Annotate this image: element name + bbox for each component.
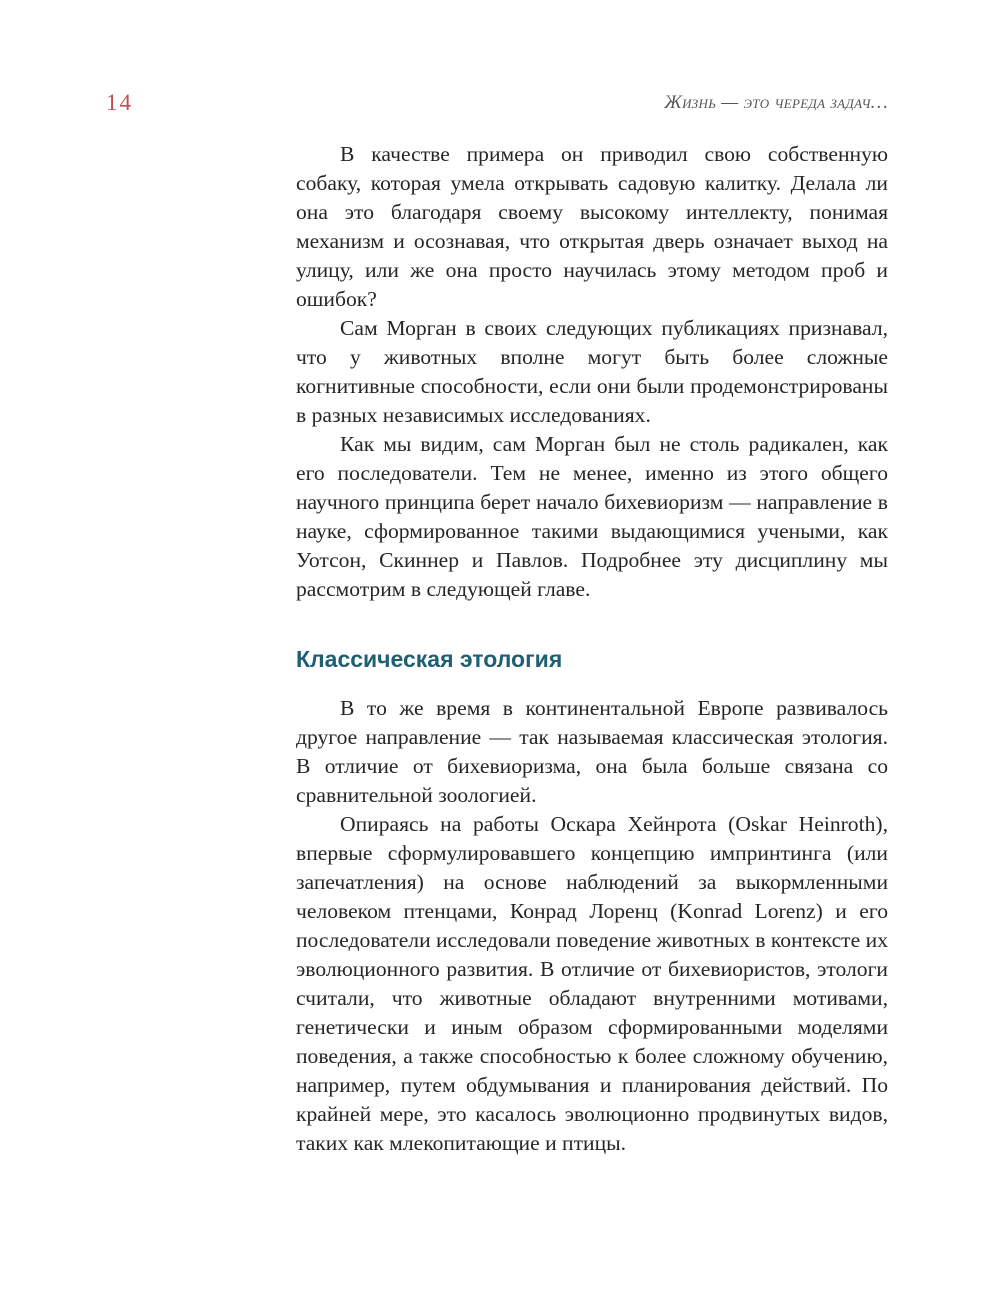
section-heading: Классическая этология <box>296 646 563 672</box>
paragraph: Сам Морган в своих следующих публикациях признавал, что у животных вполне могут быть более сложные когнитивные способности, если они были продемонстрированы в разных независимых исследованиях. <box>296 316 888 427</box>
running-head-title: изнь — это череда задач… <box>682 92 888 113</box>
running-head-initial: Ж <box>664 92 683 113</box>
page-number: 14 <box>106 90 133 115</box>
paragraph: В качестве примера он приводил свою собственную собаку, которая умела открывать садовую калитку. Делала ли она это благодаря своему высокому интеллекту, понимая механизм и осознавая, что открытая дверь означает выход на улицу, или же она просто научилась этому методом проб и ошибок? <box>296 142 888 311</box>
paragraph: В то же время в континентальной Европе развивалось другое направление — так называемая классическая этология. В отличие от бихевиоризма, она была больше связана со сравнительной зоологией. <box>296 696 888 807</box>
body-text <box>296 140 888 1158</box>
paragraph: Как мы видим, сам Морган был не столь радикален, как его последователи. Тем не менее, именно из этого общего научного принципа берет начало бихевиоризм — направление в науке, сформированное такими выдающимися учеными, как Уотсон, Скиннер и Павлов. Подробнее эту дисциплину мы рассмотрим в следующей главе. <box>296 432 888 601</box>
paragraph: Опираясь на работы Оскара Хейнрота (Oskar Heinroth), впервые сформулировавшего концепцию импринтинга (или запечатления) на основе наблюдений за выкормленными человеком птенцами, Конрад Лоренц (Konrad Lorenz) и его последователи исследовали поведение животных в контексте их эволюционного развития. В отличие от бихевиористов, этологи считали, что животные обладают внутренними мотивами, генетически и иным образом сформированными моделями поведения, а также способностью к более сложному обучению, например, путем обдумывания и планирования действий. По крайней мере, это касалось эволюционно продвинутых видов, таких как млекопитающие и птицы. <box>296 812 888 1155</box>
running-head <box>664 92 888 114</box>
